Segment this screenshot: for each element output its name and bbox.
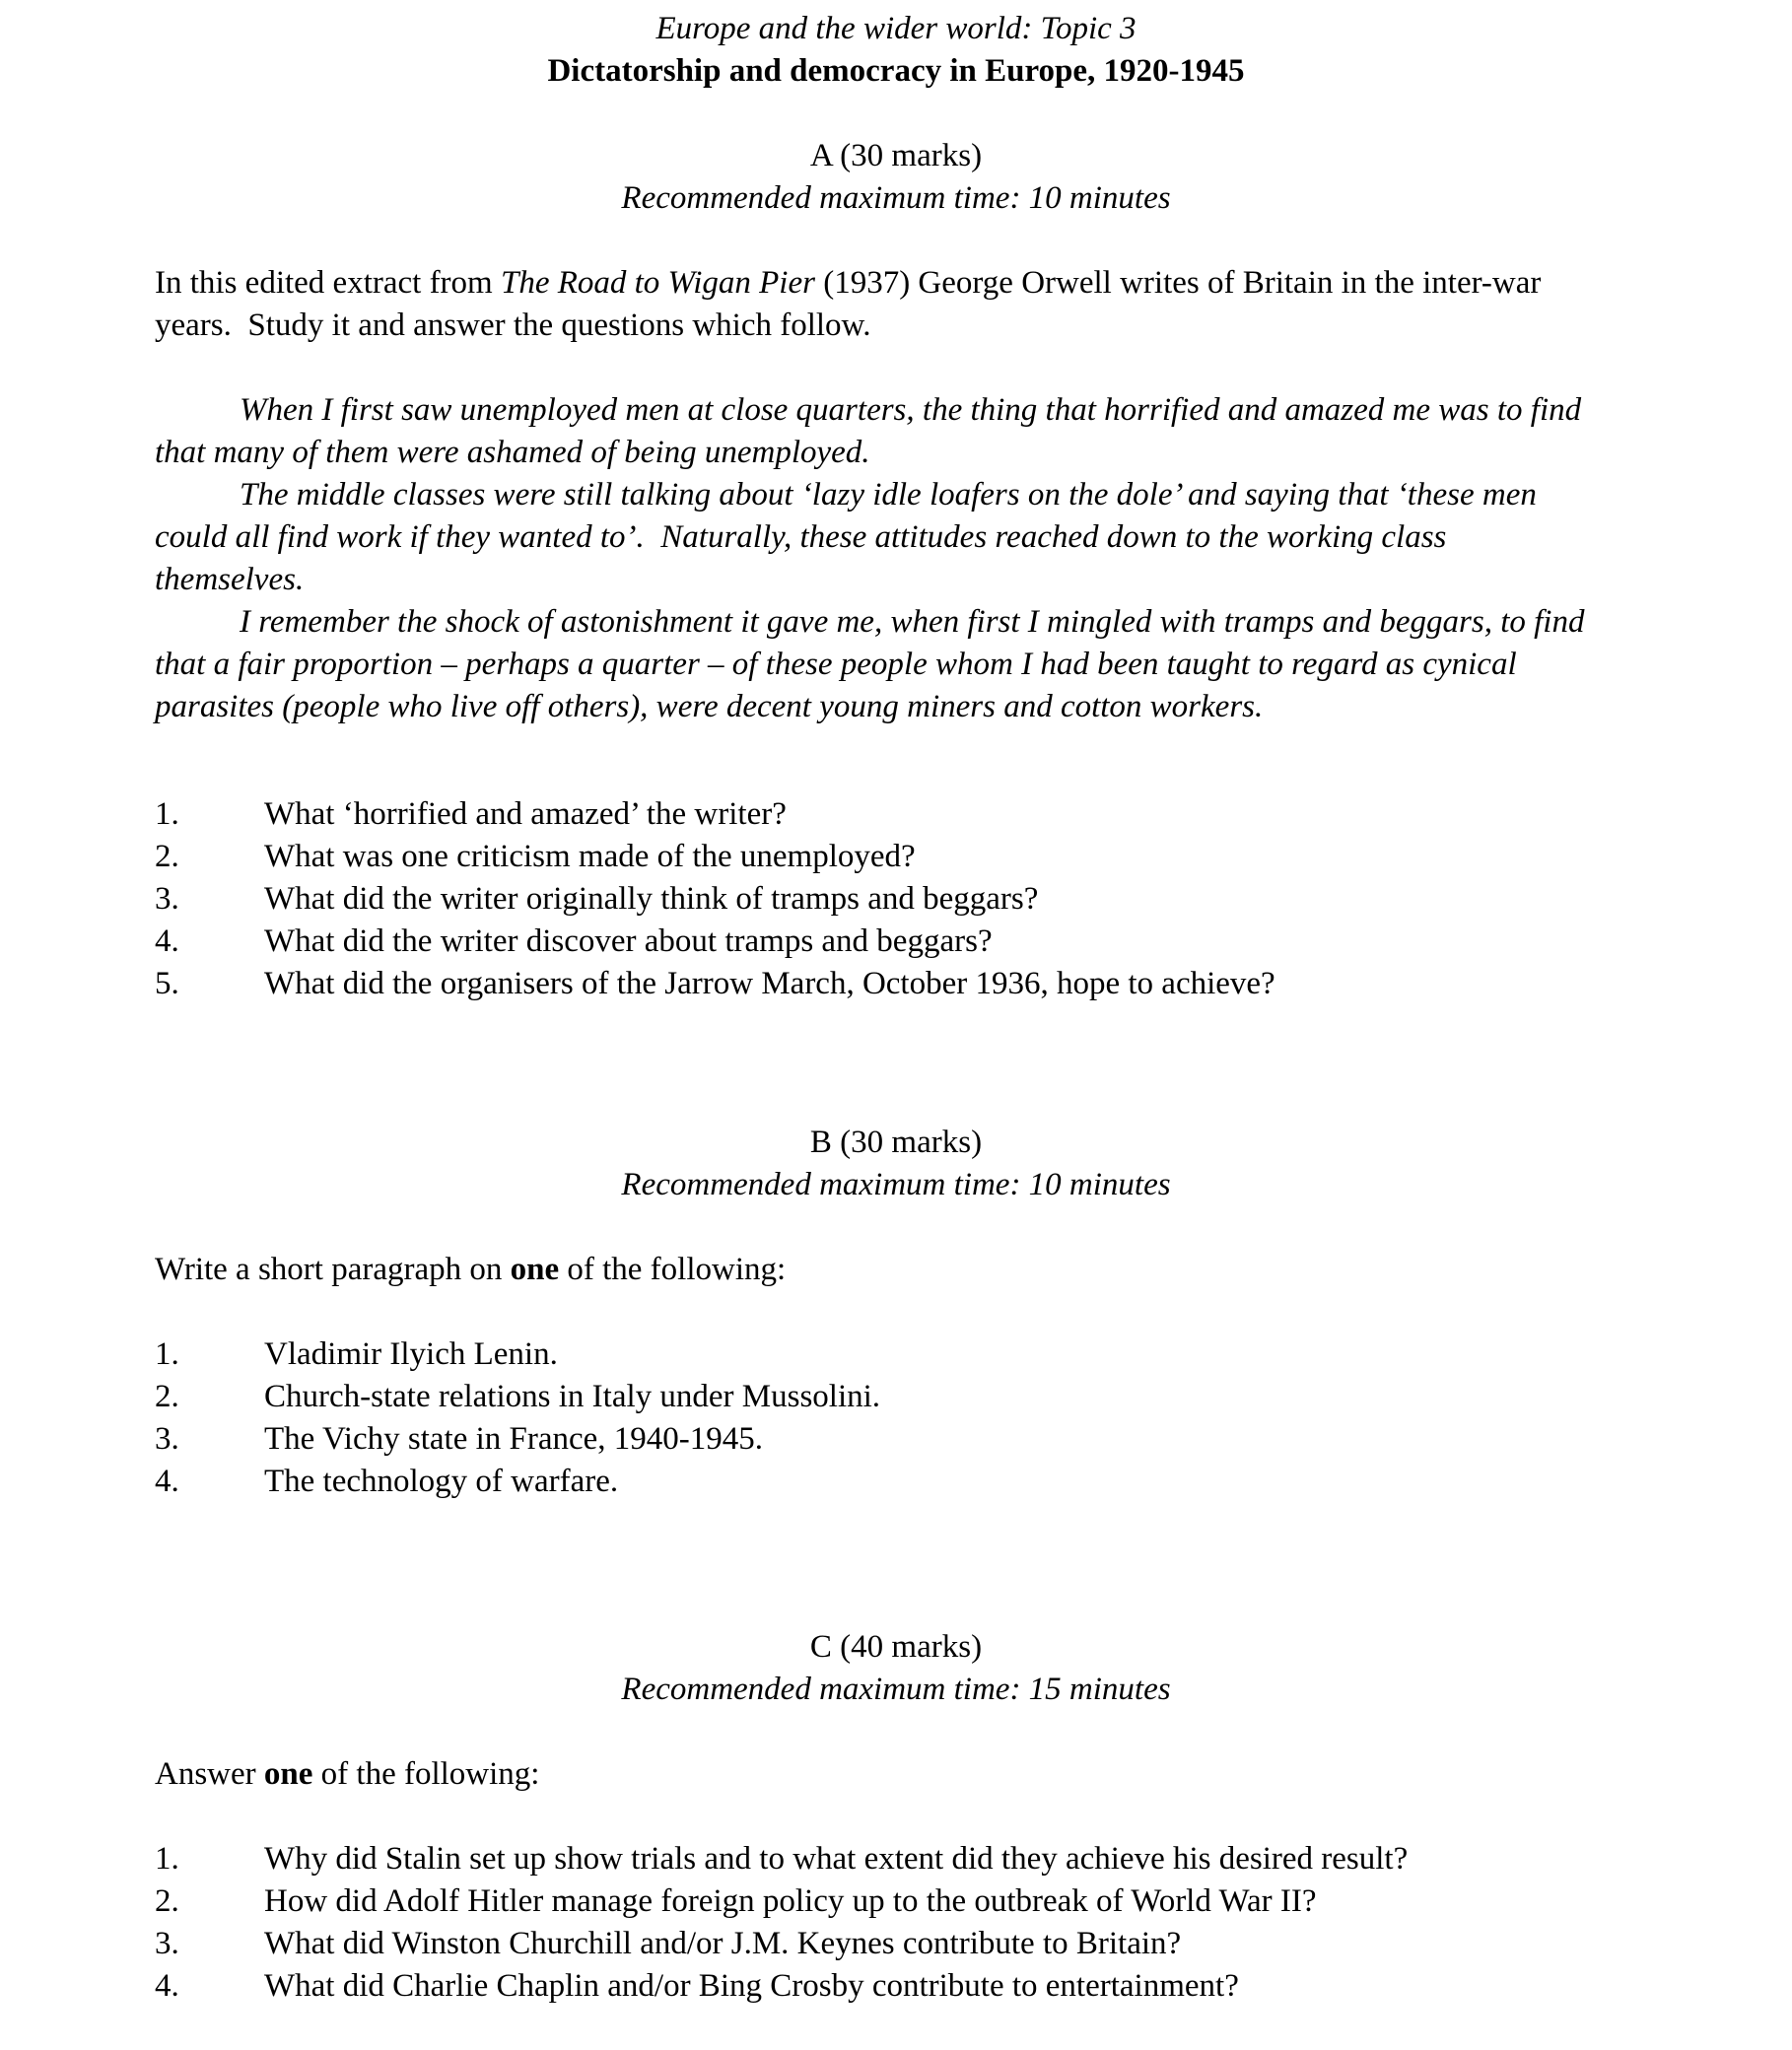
section-b-prompt <box>155 1249 1637 1291</box>
section-c-prompt <box>155 1753 1637 1796</box>
series-title: Europe and the wider world: Topic 3 <box>655 11 1137 46</box>
section-a-question-list <box>155 793 1637 1005</box>
section-c-header <box>155 1626 1637 1711</box>
prompt-bold-word: one <box>510 1252 560 1287</box>
section-a-header <box>155 135 1637 220</box>
section-b-heading: B (30 marks) <box>809 1125 983 1160</box>
question-item <box>155 963 1637 1005</box>
section-a-time-note: Recommended maximum time: 10 minutes <box>621 180 1171 216</box>
question-text: What did Winston Churchill and/or J.M. Keynes contribute to Britain? <box>264 1926 1182 1961</box>
source-extract <box>155 389 1594 728</box>
section-a <box>155 135 1637 1005</box>
prompt-text-post: of the following: <box>559 1252 787 1287</box>
question-number: 4. <box>155 1968 179 2004</box>
extract-paragraph-3: I remember the shock of astonishment it gave me, when first I mingled with tramps and beggars, to find that a fair proportion – perhaps a quarter – of these people whom I had been taught to regard as cynical parasites (people who live off others), were decent young miners and cotton workers. <box>155 604 1593 724</box>
question-text: What was one criticism made of the unemployed? <box>264 839 916 874</box>
question-item <box>155 878 1637 921</box>
topic-text: Vladimir Ilyich Lenin. <box>264 1336 558 1372</box>
topic-item <box>155 1461 1637 1503</box>
question-text: What ‘horrified and amazed’ the writer? <box>264 796 787 832</box>
topic-number: 4. <box>155 1464 179 1499</box>
prompt-text-post: of the following: <box>312 1756 540 1792</box>
question-number: 2. <box>155 839 179 874</box>
question-item <box>155 1838 1637 1880</box>
prompt-text-pre: Write a short paragraph on <box>155 1252 511 1287</box>
document-header <box>155 8 1637 93</box>
extract-paragraph-2: The middle classes were still talking about ‘lazy idle loafers on the dole’ and saying that ‘these men could all find work if they wanted to’. Naturally, these attitudes reached down to the working class themselves. <box>155 477 1546 597</box>
question-item <box>155 1965 1637 2008</box>
section-c-time-note: Recommended maximum time: 15 minutes <box>621 1672 1171 1707</box>
topic-text: Church-state relations in Italy under Mussolini. <box>264 1379 881 1414</box>
question-number: 5. <box>155 966 179 1001</box>
section-a-intro <box>155 262 1594 347</box>
section-c-question-list <box>155 1838 1637 2008</box>
question-item <box>155 836 1637 878</box>
question-text: What did the writer discover about tramps and beggars? <box>264 923 993 959</box>
prompt-bold-word: one <box>263 1756 313 1792</box>
question-text: What did the organisers of the Jarrow March, October 1936, hope to achieve? <box>264 966 1275 1001</box>
question-item <box>155 921 1637 963</box>
question-number: 3. <box>155 1926 179 1961</box>
question-item <box>155 793 1637 836</box>
intro-text-post: (1937) George Orwell writes of Britain in the inter-war years. Study it and answer the questions which follow. <box>155 265 1550 343</box>
section-b-header <box>155 1122 1637 1206</box>
question-number: 3. <box>155 881 179 917</box>
question-item <box>155 1880 1637 1923</box>
question-number: 1. <box>155 796 179 832</box>
topic-item <box>155 1376 1637 1418</box>
question-text: How did Adolf Hitler manage foreign policy up to the outbreak of World War II? <box>264 1883 1317 1919</box>
question-number: 1. <box>155 1841 179 1877</box>
section-a-heading: A (30 marks) <box>809 138 983 173</box>
question-text: Why did Stalin set up show trials and to what extent did they achieve his desired result? <box>264 1841 1409 1877</box>
extract-paragraph-1: When I first saw unemployed men at close quarters, the thing that horrified and amazed me was to find that many of them were ashamed of being unemployed. <box>155 392 1590 470</box>
topic-number: 1. <box>155 1336 179 1372</box>
section-b-topic-list <box>155 1333 1637 1503</box>
question-text: What did Charlie Chaplin and/or Bing Crosby contribute to entertainment? <box>264 1968 1239 2004</box>
intro-text-pre: In this edited extract from <box>155 265 501 301</box>
topic-number: 3. <box>155 1421 179 1457</box>
topic-text: The Vichy state in France, 1940-1945. <box>264 1421 764 1457</box>
topic-text: The technology of warfare. <box>264 1464 619 1499</box>
topic-number: 2. <box>155 1379 179 1414</box>
section-b-time-note: Recommended maximum time: 10 minutes <box>621 1167 1171 1202</box>
question-item <box>155 1923 1637 1965</box>
question-text: What did the writer originally think of tramps and beggars? <box>264 881 1039 917</box>
section-c <box>155 1626 1637 2008</box>
question-number: 4. <box>155 923 179 959</box>
section-c-heading: C (40 marks) <box>809 1629 983 1665</box>
topic-item <box>155 1418 1637 1461</box>
prompt-text-pre: Answer <box>155 1756 264 1792</box>
paper-title: Dictatorship and democracy in Europe, 1920-1945 <box>547 53 1245 89</box>
topic-item <box>155 1333 1637 1376</box>
section-b <box>155 1122 1637 1503</box>
book-title: The Road to Wigan Pier <box>500 265 815 301</box>
question-number: 2. <box>155 1883 179 1919</box>
